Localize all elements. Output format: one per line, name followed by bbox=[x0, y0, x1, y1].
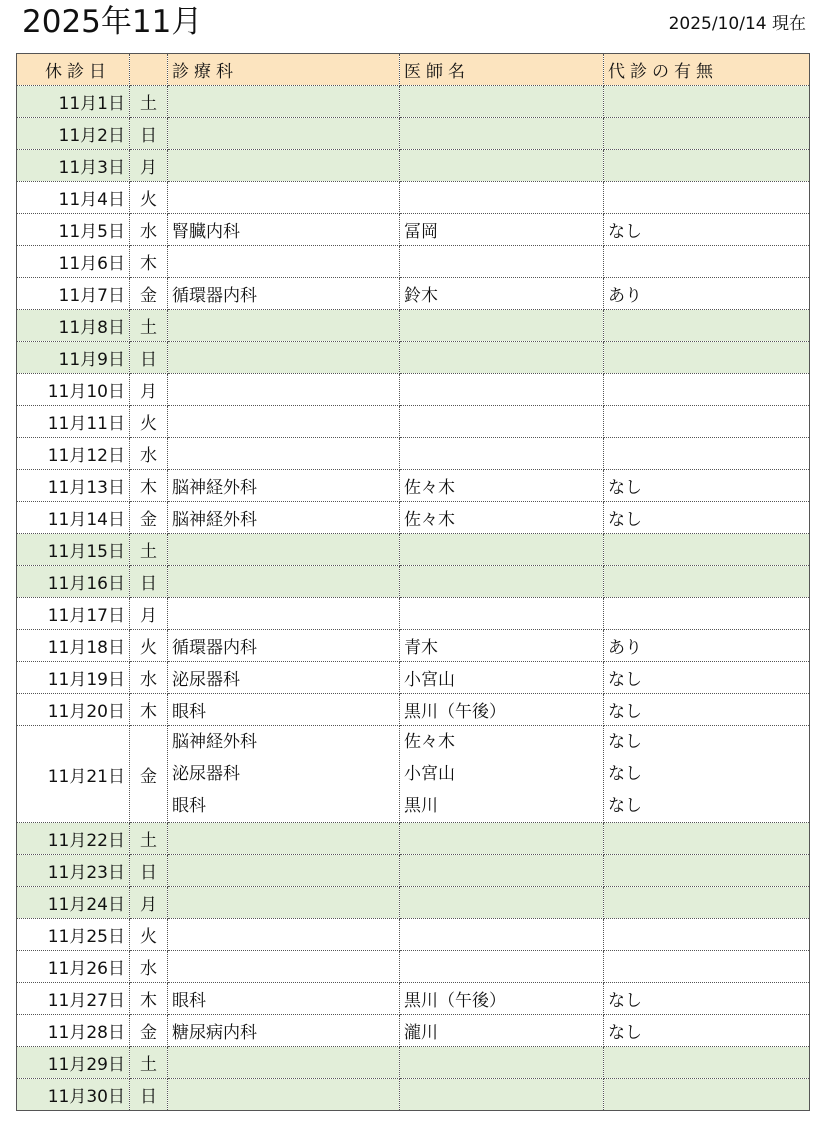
row-department bbox=[168, 919, 400, 951]
row-date: 11月16日 bbox=[17, 566, 130, 598]
row-date: 11月1日 bbox=[17, 86, 130, 118]
row-department bbox=[168, 726, 400, 823]
row-date: 11月20日 bbox=[17, 694, 130, 726]
row-date: 11月6日 bbox=[17, 246, 130, 278]
table-row bbox=[17, 502, 810, 534]
row-department bbox=[168, 374, 400, 406]
header-doctor: 医師名 bbox=[400, 54, 604, 86]
table-row bbox=[17, 86, 810, 118]
table-row bbox=[17, 150, 810, 182]
row-weekday: 月 bbox=[130, 374, 168, 406]
row-doctor bbox=[400, 246, 604, 278]
row-substitute bbox=[604, 598, 810, 630]
row-weekday: 土 bbox=[130, 534, 168, 566]
page-title: 2025年11月 bbox=[22, 4, 203, 40]
row-doctor bbox=[400, 566, 604, 598]
row-substitute: なし bbox=[604, 470, 810, 502]
row-weekday: 火 bbox=[130, 919, 168, 951]
row-date: 11月7日 bbox=[17, 278, 130, 310]
row-weekday: 木 bbox=[130, 470, 168, 502]
table-row bbox=[17, 823, 810, 855]
row-substitute-line: なし bbox=[608, 732, 642, 752]
row-substitute bbox=[604, 438, 810, 470]
table-row bbox=[17, 887, 810, 919]
table-row bbox=[17, 342, 810, 374]
header-dept: 診療科 bbox=[168, 54, 400, 86]
row-department: 脳神経外科 bbox=[168, 502, 400, 534]
row-date: 11月27日 bbox=[17, 983, 130, 1015]
row-doctor: 佐々木 bbox=[400, 470, 604, 502]
row-doctor: 冨岡 bbox=[400, 214, 604, 246]
header-substitute: 代診の有無 bbox=[604, 54, 810, 86]
row-substitute bbox=[604, 86, 810, 118]
row-weekday: 月 bbox=[130, 598, 168, 630]
row-department: 泌尿器科 bbox=[168, 662, 400, 694]
row-date: 11月3日 bbox=[17, 150, 130, 182]
row-weekday: 日 bbox=[130, 566, 168, 598]
row-substitute: なし bbox=[604, 983, 810, 1015]
row-department-line: 脳神経外科 bbox=[172, 732, 257, 752]
row-substitute-line: なし bbox=[608, 764, 642, 784]
row-weekday: 木 bbox=[130, 246, 168, 278]
row-substitute: あり bbox=[604, 278, 810, 310]
row-doctor bbox=[400, 310, 604, 342]
row-date: 11月23日 bbox=[17, 855, 130, 887]
row-date: 11月2日 bbox=[17, 118, 130, 150]
row-department bbox=[168, 310, 400, 342]
table-row bbox=[17, 374, 810, 406]
row-date: 11月22日 bbox=[17, 823, 130, 855]
row-department: 腎臓内科 bbox=[168, 214, 400, 246]
row-department bbox=[168, 534, 400, 566]
row-substitute: なし bbox=[604, 214, 810, 246]
row-doctor-line: 黒川 bbox=[404, 796, 438, 816]
row-doctor-line: 小宮山 bbox=[404, 764, 455, 784]
row-substitute bbox=[604, 1047, 810, 1079]
row-substitute bbox=[604, 919, 810, 951]
row-department-line: 泌尿器科 bbox=[172, 764, 240, 784]
row-doctor bbox=[400, 951, 604, 983]
row-date: 11月28日 bbox=[17, 1015, 130, 1047]
row-date: 11月8日 bbox=[17, 310, 130, 342]
header-dow bbox=[130, 54, 168, 86]
row-doctor bbox=[400, 823, 604, 855]
table-row bbox=[17, 182, 810, 214]
row-department: 循環器内科 bbox=[168, 630, 400, 662]
row-weekday: 月 bbox=[130, 150, 168, 182]
row-substitute bbox=[604, 374, 810, 406]
row-substitute bbox=[604, 150, 810, 182]
row-department: 眼科 bbox=[168, 983, 400, 1015]
as-of-date: 2025/10/14 現在 bbox=[668, 14, 806, 34]
row-substitute bbox=[604, 118, 810, 150]
table-row bbox=[17, 470, 810, 502]
row-weekday: 日 bbox=[130, 342, 168, 374]
table-row bbox=[17, 246, 810, 278]
table-row bbox=[17, 598, 810, 630]
row-date: 11月5日 bbox=[17, 214, 130, 246]
header-date: 休診日 bbox=[17, 54, 130, 86]
row-weekday: 土 bbox=[130, 823, 168, 855]
table-row bbox=[17, 694, 810, 726]
row-doctor bbox=[400, 150, 604, 182]
table-body bbox=[17, 86, 810, 1111]
row-weekday: 土 bbox=[130, 310, 168, 342]
row-doctor bbox=[400, 919, 604, 951]
table-row bbox=[17, 983, 810, 1015]
row-substitute bbox=[604, 951, 810, 983]
row-doctor bbox=[400, 1079, 604, 1111]
row-weekday: 木 bbox=[130, 694, 168, 726]
row-date: 11月29日 bbox=[17, 1047, 130, 1079]
row-date: 11月24日 bbox=[17, 887, 130, 919]
row-weekday: 水 bbox=[130, 214, 168, 246]
row-weekday: 木 bbox=[130, 983, 168, 1015]
row-weekday: 日 bbox=[130, 855, 168, 887]
row-date: 11月30日 bbox=[17, 1079, 130, 1111]
row-substitute: なし bbox=[604, 1015, 810, 1047]
table-row bbox=[17, 1079, 810, 1111]
row-department-line: 眼科 bbox=[172, 796, 206, 816]
row-substitute bbox=[604, 823, 810, 855]
row-doctor-line: 佐々木 bbox=[404, 732, 455, 752]
row-doctor bbox=[400, 406, 604, 438]
row-substitute bbox=[604, 1079, 810, 1111]
row-weekday: 水 bbox=[130, 662, 168, 694]
table-row bbox=[17, 566, 810, 598]
row-weekday: 土 bbox=[130, 86, 168, 118]
row-doctor bbox=[400, 374, 604, 406]
row-substitute bbox=[604, 887, 810, 919]
row-doctor bbox=[400, 438, 604, 470]
table-row bbox=[17, 214, 810, 246]
row-department: 糖尿病内科 bbox=[168, 1015, 400, 1047]
row-substitute: あり bbox=[604, 630, 810, 662]
table-row bbox=[17, 118, 810, 150]
row-department bbox=[168, 566, 400, 598]
row-date: 11月26日 bbox=[17, 951, 130, 983]
table-row bbox=[17, 406, 810, 438]
row-department bbox=[168, 887, 400, 919]
row-doctor bbox=[400, 182, 604, 214]
row-date: 11月10日 bbox=[17, 374, 130, 406]
row-department bbox=[168, 855, 400, 887]
row-department bbox=[168, 598, 400, 630]
row-substitute bbox=[604, 566, 810, 598]
row-substitute: なし bbox=[604, 662, 810, 694]
row-weekday: 月 bbox=[130, 887, 168, 919]
table-row bbox=[17, 919, 810, 951]
table-row bbox=[17, 630, 810, 662]
row-date: 11月15日 bbox=[17, 534, 130, 566]
row-date: 11月13日 bbox=[17, 470, 130, 502]
row-department bbox=[168, 150, 400, 182]
row-date: 11月9日 bbox=[17, 342, 130, 374]
table-row bbox=[17, 726, 810, 823]
row-weekday: 火 bbox=[130, 406, 168, 438]
row-department bbox=[168, 246, 400, 278]
row-weekday: 水 bbox=[130, 951, 168, 983]
row-date: 11月12日 bbox=[17, 438, 130, 470]
row-doctor bbox=[400, 342, 604, 374]
row-weekday: 金 bbox=[130, 278, 168, 310]
row-department bbox=[168, 823, 400, 855]
row-weekday: 日 bbox=[130, 1079, 168, 1111]
row-weekday: 金 bbox=[130, 502, 168, 534]
row-doctor bbox=[400, 534, 604, 566]
row-department bbox=[168, 406, 400, 438]
row-substitute bbox=[604, 246, 810, 278]
table-row bbox=[17, 534, 810, 566]
row-department: 眼科 bbox=[168, 694, 400, 726]
row-weekday: 土 bbox=[130, 1047, 168, 1079]
row-date: 11月11日 bbox=[17, 406, 130, 438]
row-date: 11月17日 bbox=[17, 598, 130, 630]
row-department bbox=[168, 86, 400, 118]
row-doctor: 佐々木 bbox=[400, 502, 604, 534]
row-weekday: 水 bbox=[130, 438, 168, 470]
row-department bbox=[168, 342, 400, 374]
row-substitute bbox=[604, 855, 810, 887]
table-row bbox=[17, 310, 810, 342]
row-substitute bbox=[604, 726, 810, 823]
row-substitute: なし bbox=[604, 502, 810, 534]
table-header-row bbox=[17, 54, 810, 86]
closure-schedule-table bbox=[16, 53, 810, 1111]
row-doctor: 鈴木 bbox=[400, 278, 604, 310]
table-row bbox=[17, 855, 810, 887]
row-doctor: 瀧川 bbox=[400, 1015, 604, 1047]
row-department bbox=[168, 182, 400, 214]
row-department bbox=[168, 1047, 400, 1079]
row-substitute bbox=[604, 310, 810, 342]
row-department: 循環器内科 bbox=[168, 278, 400, 310]
row-doctor bbox=[400, 887, 604, 919]
row-doctor bbox=[400, 598, 604, 630]
row-doctor bbox=[400, 86, 604, 118]
row-doctor: 青木 bbox=[400, 630, 604, 662]
row-weekday: 火 bbox=[130, 630, 168, 662]
row-doctor: 黒川（午後） bbox=[400, 983, 604, 1015]
row-date: 11月4日 bbox=[17, 182, 130, 214]
row-date: 11月14日 bbox=[17, 502, 130, 534]
table-row bbox=[17, 662, 810, 694]
row-weekday: 金 bbox=[130, 726, 168, 823]
row-doctor bbox=[400, 1047, 604, 1079]
row-date: 11月25日 bbox=[17, 919, 130, 951]
row-date: 11月18日 bbox=[17, 630, 130, 662]
row-department bbox=[168, 1079, 400, 1111]
table-row bbox=[17, 278, 810, 310]
row-weekday: 金 bbox=[130, 1015, 168, 1047]
row-department bbox=[168, 438, 400, 470]
row-doctor: 黒川（午後） bbox=[400, 694, 604, 726]
row-substitute bbox=[604, 182, 810, 214]
table-row bbox=[17, 1015, 810, 1047]
row-doctor bbox=[400, 855, 604, 887]
row-substitute-line: なし bbox=[608, 796, 642, 816]
row-weekday: 日 bbox=[130, 118, 168, 150]
row-substitute: なし bbox=[604, 694, 810, 726]
row-doctor bbox=[400, 726, 604, 823]
table-row bbox=[17, 1047, 810, 1079]
row-department: 脳神経外科 bbox=[168, 470, 400, 502]
row-weekday: 火 bbox=[130, 182, 168, 214]
table-row bbox=[17, 438, 810, 470]
row-substitute bbox=[604, 406, 810, 438]
row-department bbox=[168, 951, 400, 983]
row-substitute bbox=[604, 534, 810, 566]
row-date: 11月19日 bbox=[17, 662, 130, 694]
row-substitute bbox=[604, 342, 810, 374]
row-doctor: 小宮山 bbox=[400, 662, 604, 694]
row-doctor bbox=[400, 118, 604, 150]
table-row bbox=[17, 951, 810, 983]
row-department bbox=[168, 118, 400, 150]
row-date: 11月21日 bbox=[17, 726, 130, 823]
